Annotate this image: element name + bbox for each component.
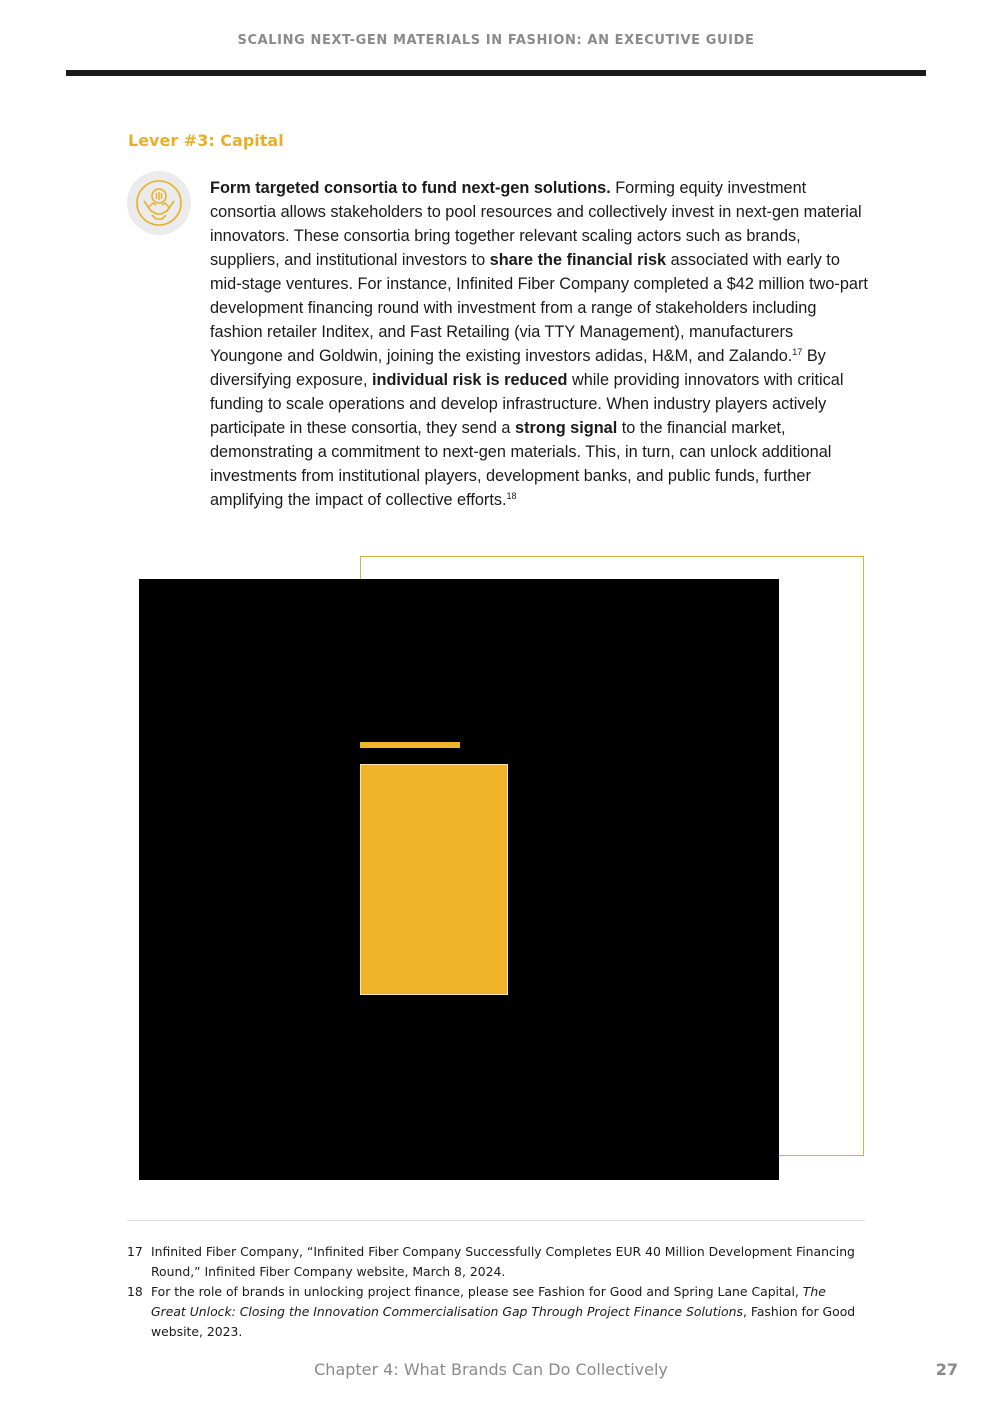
- hands-coins-icon: [127, 171, 191, 235]
- footnote-ref-18[interactable]: 18: [506, 491, 517, 501]
- body-text-3: By diversifying exposure,: [210, 347, 826, 389]
- running-header: SCALING NEXT-GEN MATERIALS IN FASHION: AN EXECUTIVE GUIDE: [237, 33, 755, 48]
- footnote-ref-17[interactable]: 17: [792, 347, 803, 357]
- footer-chapter-title: Chapter 4: What Brands Can Do Collectively: [314, 1360, 668, 1379]
- body-text-5: to the financial market, demonstrating a commitment to next-gen materials. This, in turn, can unlock additional investments from institutional players, development banks, and public funds, further amplifying the impact of collective efforts.: [210, 419, 832, 509]
- accent-dash: [360, 742, 460, 748]
- accent-block: [360, 764, 508, 995]
- emphasis-share-risk: share the financial risk: [489, 251, 667, 269]
- body-paragraph: [210, 176, 870, 512]
- section-title: Lever #3: Capital: [128, 131, 284, 150]
- footnote-text: [151, 1282, 857, 1342]
- footnote-text: Infinited Fiber Company, “Infinited Fiber Company Successfully Completes EUR 40 Million Development Financing Round,” Infinited Fiber Company website, March 8, 2024.: [151, 1244, 855, 1279]
- footnote-text-post: , Fashion for Good website, 2023.: [151, 1304, 856, 1339]
- page-number: 27: [935, 1360, 958, 1379]
- footnote-number: 17: [127, 1244, 143, 1259]
- footnote-text-pre: For the role of brands in unlocking project finance, please see Fashion for Good and Spring Lane Capital,: [151, 1284, 803, 1299]
- lead-sentence: Form targeted consortia to fund next-gen solutions.: [210, 179, 611, 197]
- header-rule: [66, 70, 926, 76]
- emphasis-strong-signal: strong signal: [515, 419, 618, 437]
- footnote-italic-title: The Great Unlock: Closing the Innovation Commercialisation Gap Through Project Finance Solutions: [151, 1284, 826, 1319]
- body-text-2: associated with early to mid-stage ventures. For instance, Infinited Fiber Company completed a $42 million two-part development financing round with investment from a range of stakeholders including fashion retailer Inditex, and Fast Retailing (via TTY Management), manufacturers Youngone and Goldwin, joining the existing investors adidas, H&M, and Zalando.: [210, 251, 868, 365]
- footnote-17: [127, 1242, 857, 1282]
- emphasis-risk-reduced: individual risk is reduced: [372, 371, 568, 389]
- body-text-4: while providing innovators with critical funding to scale operations and develop infrastructure. When industry players actively participate in these consortia, they send a: [210, 371, 844, 437]
- footnotes: [127, 1242, 857, 1342]
- footnote-divider: [127, 1220, 865, 1221]
- footnote-18: [127, 1282, 857, 1342]
- footnote-number: 18: [127, 1284, 143, 1299]
- body-text-1: Forming equity investment consortia allows stakeholders to pool resources and collectively invest in next-gen material innovators. These consortia bring together relevant scaling actors such as brands, suppliers, and institutional investors to: [210, 179, 862, 269]
